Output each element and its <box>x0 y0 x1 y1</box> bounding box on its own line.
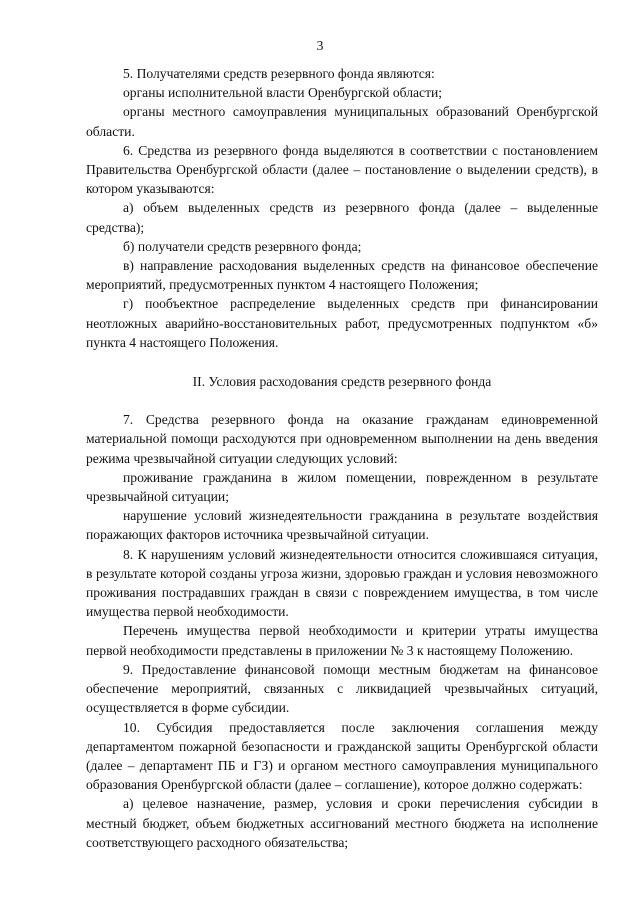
paragraph: 7. Средства резервного фонда на оказание гражданам единовременной материальной помощи расходуются при одновременном выполнении на день введения режима чрезвычайной ситуации следующих условий: <box>86 412 598 466</box>
paragraph: а) объем выделенных средств из резервного фонда (далее – выделенные средства); <box>86 200 598 235</box>
paragraph: проживание гражданина в жилом помещении, поврежденном в результате чрезвычайной ситуации; <box>86 469 598 505</box>
section-heading: II. Условия расходования средств резервного фонда <box>192 374 492 390</box>
paragraph: 5. Получателями средств резервного фонда являются: <box>123 66 435 81</box>
paragraph: 10. Субсидия предоставляется после заключения соглашения между департаментом пожарной безопасности и гражданской защиты Оренбургской области (далее – департамент ПБ и ГЗ) и органом местного самоуправления муниципального образования Оренбургской области (далее – соглашение), которое должно содержать: <box>86 719 598 793</box>
paragraph: в) направление расходования выделенных средств на финансовое обеспечение мероприятий, предусмотренных пунктом 4 настоящего Положения; <box>86 258 598 293</box>
paragraph: нарушение условий жизнедеятельности гражданина в результате воздействия поражающих факторов источника чрезвычайной ситуации. <box>86 508 598 543</box>
paragraph: 9. Предоставление финансовой помощи местным бюджетам на финансовое обеспечение мероприятий, связанных с ликвидацией чрезвычайных ситуаций, осуществляется в форме субсидии. <box>86 661 598 716</box>
paragraph: Перечень имущества первой необходимости и критерии утраты имущества первой необходимости представлены в приложении № 3 к настоящему Положению. <box>86 623 598 658</box>
paragraph: б) получатели средств резервного фонда; <box>123 238 362 254</box>
paragraph: органы исполнительной власти Оренбургской области; <box>123 85 443 101</box>
paragraph: г) пообъектное распределение выделенных средств при финансировании неотложных аварийно-восстановительных работ, предусмотренных подпунктом «б» пункта 4 настоящего Положения. <box>86 296 598 350</box>
paragraph: 6. Средства из резервного фонда выделяются в соответствии с постановлением Правительства Оренбургской области (далее – постановление о выделении средств), в котором указываются: <box>86 142 598 197</box>
paragraph: органы местного самоуправления муниципальных образований Оренбургской области. <box>86 104 598 139</box>
page-number: 3 <box>316 38 324 53</box>
paragraph: а) целевое назначение, размер, условия и сроки перечисления субсидии в местный бюджет, объем бюджетных ассигнований местного бюджета на исполнение соответствующего расходного обязательства; <box>86 796 598 850</box>
document-body <box>86 64 598 852</box>
paragraph: 8. К нарушениям условий жизнедеятельности относится сложившаяся ситуация, в результате которой созданы угроза жизни, здоровью граждан и условия невозможного проживания пострадавших граждан в связи с повреждением имущества, в том числе имущества первой необходимости. <box>86 546 598 620</box>
